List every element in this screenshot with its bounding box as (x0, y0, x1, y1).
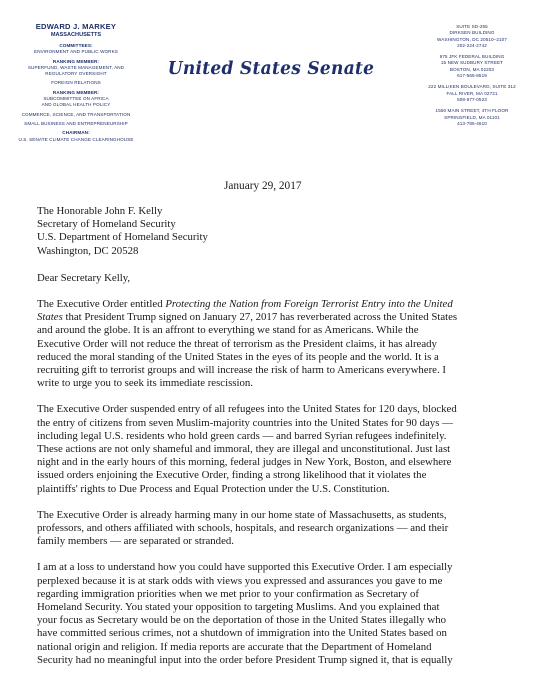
paragraph-4 (37, 561, 509, 667)
paragraph-line: the entry of citizens from seven Muslim-majority countries into the United States for 90 days — (37, 416, 453, 429)
letter-date: January 29, 2017 (224, 180, 302, 192)
office-line: 222 MILLIKEN BOULEVARD, SUITE 312 (428, 84, 516, 90)
paragraph-line: family members — are separated or stranded. (37, 535, 234, 548)
committee-line: SUBCOMMITTEE ON AFRICA (43, 96, 109, 102)
office-line: WASHINGTON, DC 20510–2107 (437, 36, 507, 42)
paragraph-line: Security had no meaningful input into the order before President Trump signed it, that is equally (37, 653, 453, 666)
text-run: The Executive Order entitled (37, 298, 166, 311)
paragraph-line: These actions are not only shameful and immoral, they are illegal and unconstitutional. Just last (37, 443, 451, 456)
paragraph-line: perplexed because it is at stark odds with views you expressed and assurances you gave to me (37, 574, 443, 587)
office-block (412, 108, 532, 127)
paragraph-line: your focus as Secretary would be on the deportation of those in the United States illegally who (37, 614, 446, 627)
address-line: U.S. Department of Homeland Security (37, 231, 208, 244)
office-addresses (412, 24, 532, 127)
committee-line: REGULATORY OVERSIGHT (45, 71, 107, 77)
letterhead-right (412, 24, 532, 132)
paragraph-line: Executive Order will not reduce the threat of terrorism as the President claims, it has already (37, 337, 437, 350)
office-block (412, 84, 532, 103)
office-line: FALL RIVER, MA 02721 (446, 90, 498, 96)
committee-line: AND GLOBAL HEALTH POLICY (41, 102, 111, 108)
paragraph-line: plaintiffs' rights to Due Process and Equal Protection under the U.S. Constitution. (37, 482, 390, 495)
paragraph-line (37, 298, 509, 311)
office-line: 15 NEW SUDBURY STREET (440, 60, 504, 66)
paragraph-line: including legal U.S. residents who hold green cards — and barred Syrian refugees indefinitely. (37, 429, 447, 442)
recipient-address (37, 205, 509, 258)
paragraph-1 (37, 298, 509, 390)
senator-name: EDWARD J. MARKEY (35, 22, 117, 31)
paragraph-line: I am at a loss to understand how you could have supported this Executive Order. I am especially (37, 561, 453, 574)
paragraph-line: night and in the early hours of this morning, federal judges in New York, Boston, and elsewhere (37, 456, 452, 469)
office-line: 617-565-8519 (457, 73, 487, 79)
paragraph-line: professors, and others affiliated with schools, hospitals, and research organizations — and their (37, 522, 449, 535)
office-line: SPRINGFIELD, MA 01101 (444, 114, 500, 120)
office-block (412, 54, 532, 79)
paragraph-line: regarding immigration priorities when we met prior to your confirmation as Secretary of (37, 587, 419, 600)
order-title: Protecting the Nation from Foreign Terrorist Entry into the United (165, 298, 453, 311)
office-line: SUITE SD-255 (456, 24, 488, 29)
committee-line: SUPERFUND, WASTE MANAGEMENT, AND (27, 64, 125, 70)
office-line: 975 JFK FEDERAL BUILDING (439, 54, 505, 60)
office-line: BOSTON, MA 02203 (449, 66, 495, 72)
committee-line: COMMERCE, SCIENCE, AND TRANSPORTATION (21, 111, 131, 117)
text-run: that President Trump signed on January 27, 2017 has reverberated across the United States (62, 311, 458, 324)
paragraph-rest (37, 324, 509, 390)
order-title: States (37, 311, 63, 324)
paragraph-line (37, 311, 509, 324)
committee-line: FOREIGN RELATIONS (51, 80, 101, 86)
office-line: 202-224-2742 (457, 42, 487, 48)
paragraph-line: reduced the moral standing of the United States in the eyes of its people and the world. It is a (37, 350, 439, 363)
paragraph-2 (37, 403, 509, 495)
paragraph-line: issued orders enjoining the Executive Order, finding a strong likelihood that it violates the (37, 469, 427, 482)
address-line: The Honorable John F. Kelly (37, 205, 163, 217)
office-line: 413-785-4610 (457, 120, 487, 126)
committee-line: U.S. SENATE CLIMATE CHANGE CLEARINGHOUSE (18, 136, 134, 142)
committee-line: CHAIRMAN: (62, 130, 90, 136)
salutation: Dear Secretary Kelly, (37, 271, 131, 284)
office-line: 508-677-0523 (457, 96, 487, 102)
chamber-title: United States Senate (167, 58, 375, 80)
paragraph-line: write to urge you to seek its immediate rescission. (37, 377, 253, 390)
committee-line: SMALL BUSINESS AND ENTREPRENEURSHIP (24, 120, 128, 126)
committee-line: COMMITTEES: (59, 43, 93, 48)
paragraph-line: recruiting gift to terrorist groups and will increase the risk of harm to Americans everywhere. I (37, 364, 446, 377)
senator-state: MASSACHUSETTS (50, 32, 102, 38)
office-line: 1550 MAIN STREET, 4TH FLOOR (435, 108, 509, 114)
address-line: Washington, DC 20528 (37, 244, 139, 257)
paragraph-line: and around the globe. It is an affront to everything we stand for as Americans. While the (37, 324, 419, 337)
paragraph-line: Homeland Security. You stated your opposition to targeting Muslims. And you explained that (37, 601, 440, 614)
committee-line: ENVIRONMENT AND PUBLIC WORKS (34, 49, 118, 55)
paragraph-line: The Executive Order suspended entry of all refugees into the United States for 120 days, blocked (37, 403, 457, 416)
paragraph-line: The Executive Order is already harming many in our home state of Massachusetts, as students, (37, 508, 447, 521)
office-line: DIRKSEN BUILDING (449, 30, 495, 36)
committee-line: RANKING MEMBER: (52, 58, 100, 64)
paragraph-line: have committed serious crimes, not a shutdown of immigration into the United States based on (37, 627, 447, 640)
letter-body (37, 205, 509, 667)
office-block (412, 24, 532, 49)
address-line: Secretary of Homeland Security (37, 218, 176, 231)
paragraph-line: national origin and religion. If media reports are accurate that the Department of Homeland (37, 640, 432, 653)
committee-line: RANKING MEMBER: (52, 89, 100, 95)
paragraph-3 (37, 509, 509, 549)
